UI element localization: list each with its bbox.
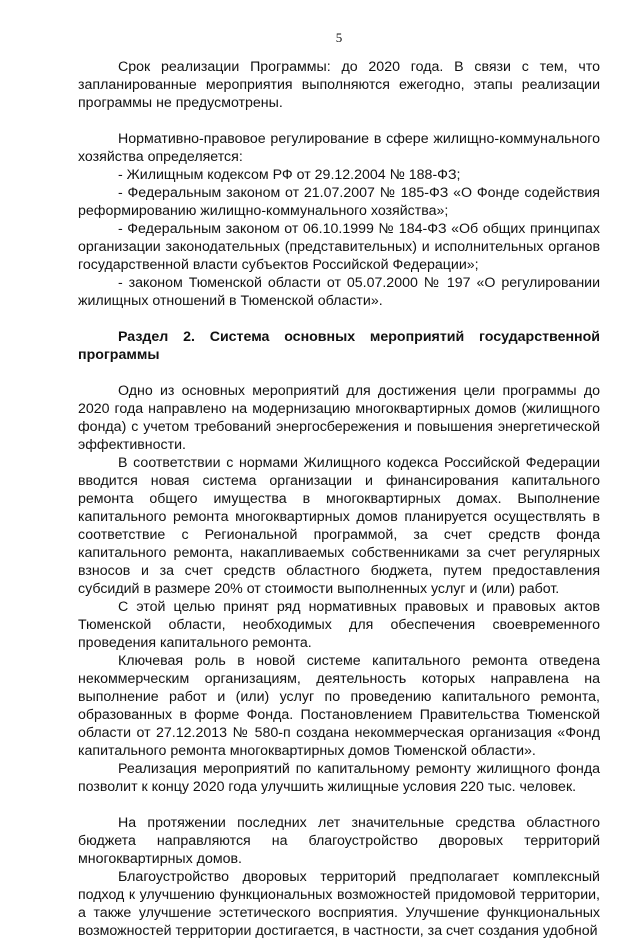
normative-acts-paragraph: С этой целью принят ряд нормативных правовых и правовых актов Тюменской области, необходимых для обеспечения своевременного проведения капитального ремонта. <box>78 599 600 651</box>
page-number: 5 <box>335 30 343 45</box>
regulation-item-184-fz: - Федеральным законом от 06.10.1999 № 184-ФЗ «Об общих принципах организации законодательных (представительных) и исполнительных органов государственной власти субъектов Российской Федерации»; <box>78 221 600 273</box>
modernization-paragraph: Одно из основных мероприятий для достижения цели программы до 2020 года направлено на модернизацию многоквартирных домов (жилищного фонда) с учетом требований энергосбережения и повышения энергетической эффективности. <box>78 383 600 453</box>
housing-improvement-paragraph: Реализация мероприятий по капитальному ремонту жилищного фонда позволит к концу 2020 года улучшить жилищные условия 220 тыс. человек. <box>78 761 600 795</box>
program-term-paragraph: Срок реализации Программы: до 2020 года. В связи с тем, что запланированные мероприятия выполняются ежегодно, этапы реализации программы не предусмотрены. <box>78 59 600 111</box>
regulation-item-185-fz: - Федеральным законом от 21.07.2007 № 185-ФЗ «О Фонде содействия реформированию жилищно-коммунального хозяйства»; <box>78 185 600 219</box>
capital-repair-system-paragraph: В соответствии с нормами Жилищного кодекса Российской Федерации вводится новая система организации и финансирования капитального ремонта общего имущества в многоквартирных домах. Выполнение капитального ремонта многоквартирных домов планируется осуществлять в соответствие с Региональной программой, за счет средств фонда капитального ремонта, накапливаемых собственниками за счет регулярных взносов и за счет средств областного бюджета, путем предоставления субсидий в размере 20% от стоимости выполненных услуг и (или) работ. <box>78 455 600 597</box>
section-2-heading: Раздел 2. Система основных мероприятий государственной программы <box>78 329 600 363</box>
yard-improvement-paragraph: Благоустройство дворовых территорий предполагает комплексный подход к улучшению функциональных возможностей придомовой территории, а также улучшение эстетического восприятия. Улучшение функциональных возможностей территории достигается, в частности, за счет создания удобной <box>78 869 600 939</box>
regulation-item-tyumen-law: - законом Тюменской области от 05.07.2000 № 197 «О регулировании жилищных отношений в Тюменской области». <box>78 275 600 309</box>
yard-funding-paragraph: На протяжении последних лет значительные средства областного бюджета направляются на благоустройство дворовых территорий многоквартирных домов. <box>78 815 600 867</box>
fund-role-paragraph: Ключевая роль в новой системе капитального ремонта отведена некоммерческим организациям, деятельность которых направлена на выполнение работ и (или) услуг по проведению капитального ремонта, образованных в форме Фонда. Постановлением Правительства Тюменской области от 27.12.2013 № 580-п создана некоммерческая организация «Фонд капитального ремонта многоквартирных домов Тюменской области». <box>78 653 600 759</box>
regulation-intro-paragraph: Нормативно-правовое регулирование в сфере жилищно-коммунального хозяйства определяется: <box>78 131 600 165</box>
regulation-item-housing-code: - Жилищным кодексом РФ от 29.12.2004 № 188-ФЗ; <box>118 167 461 183</box>
